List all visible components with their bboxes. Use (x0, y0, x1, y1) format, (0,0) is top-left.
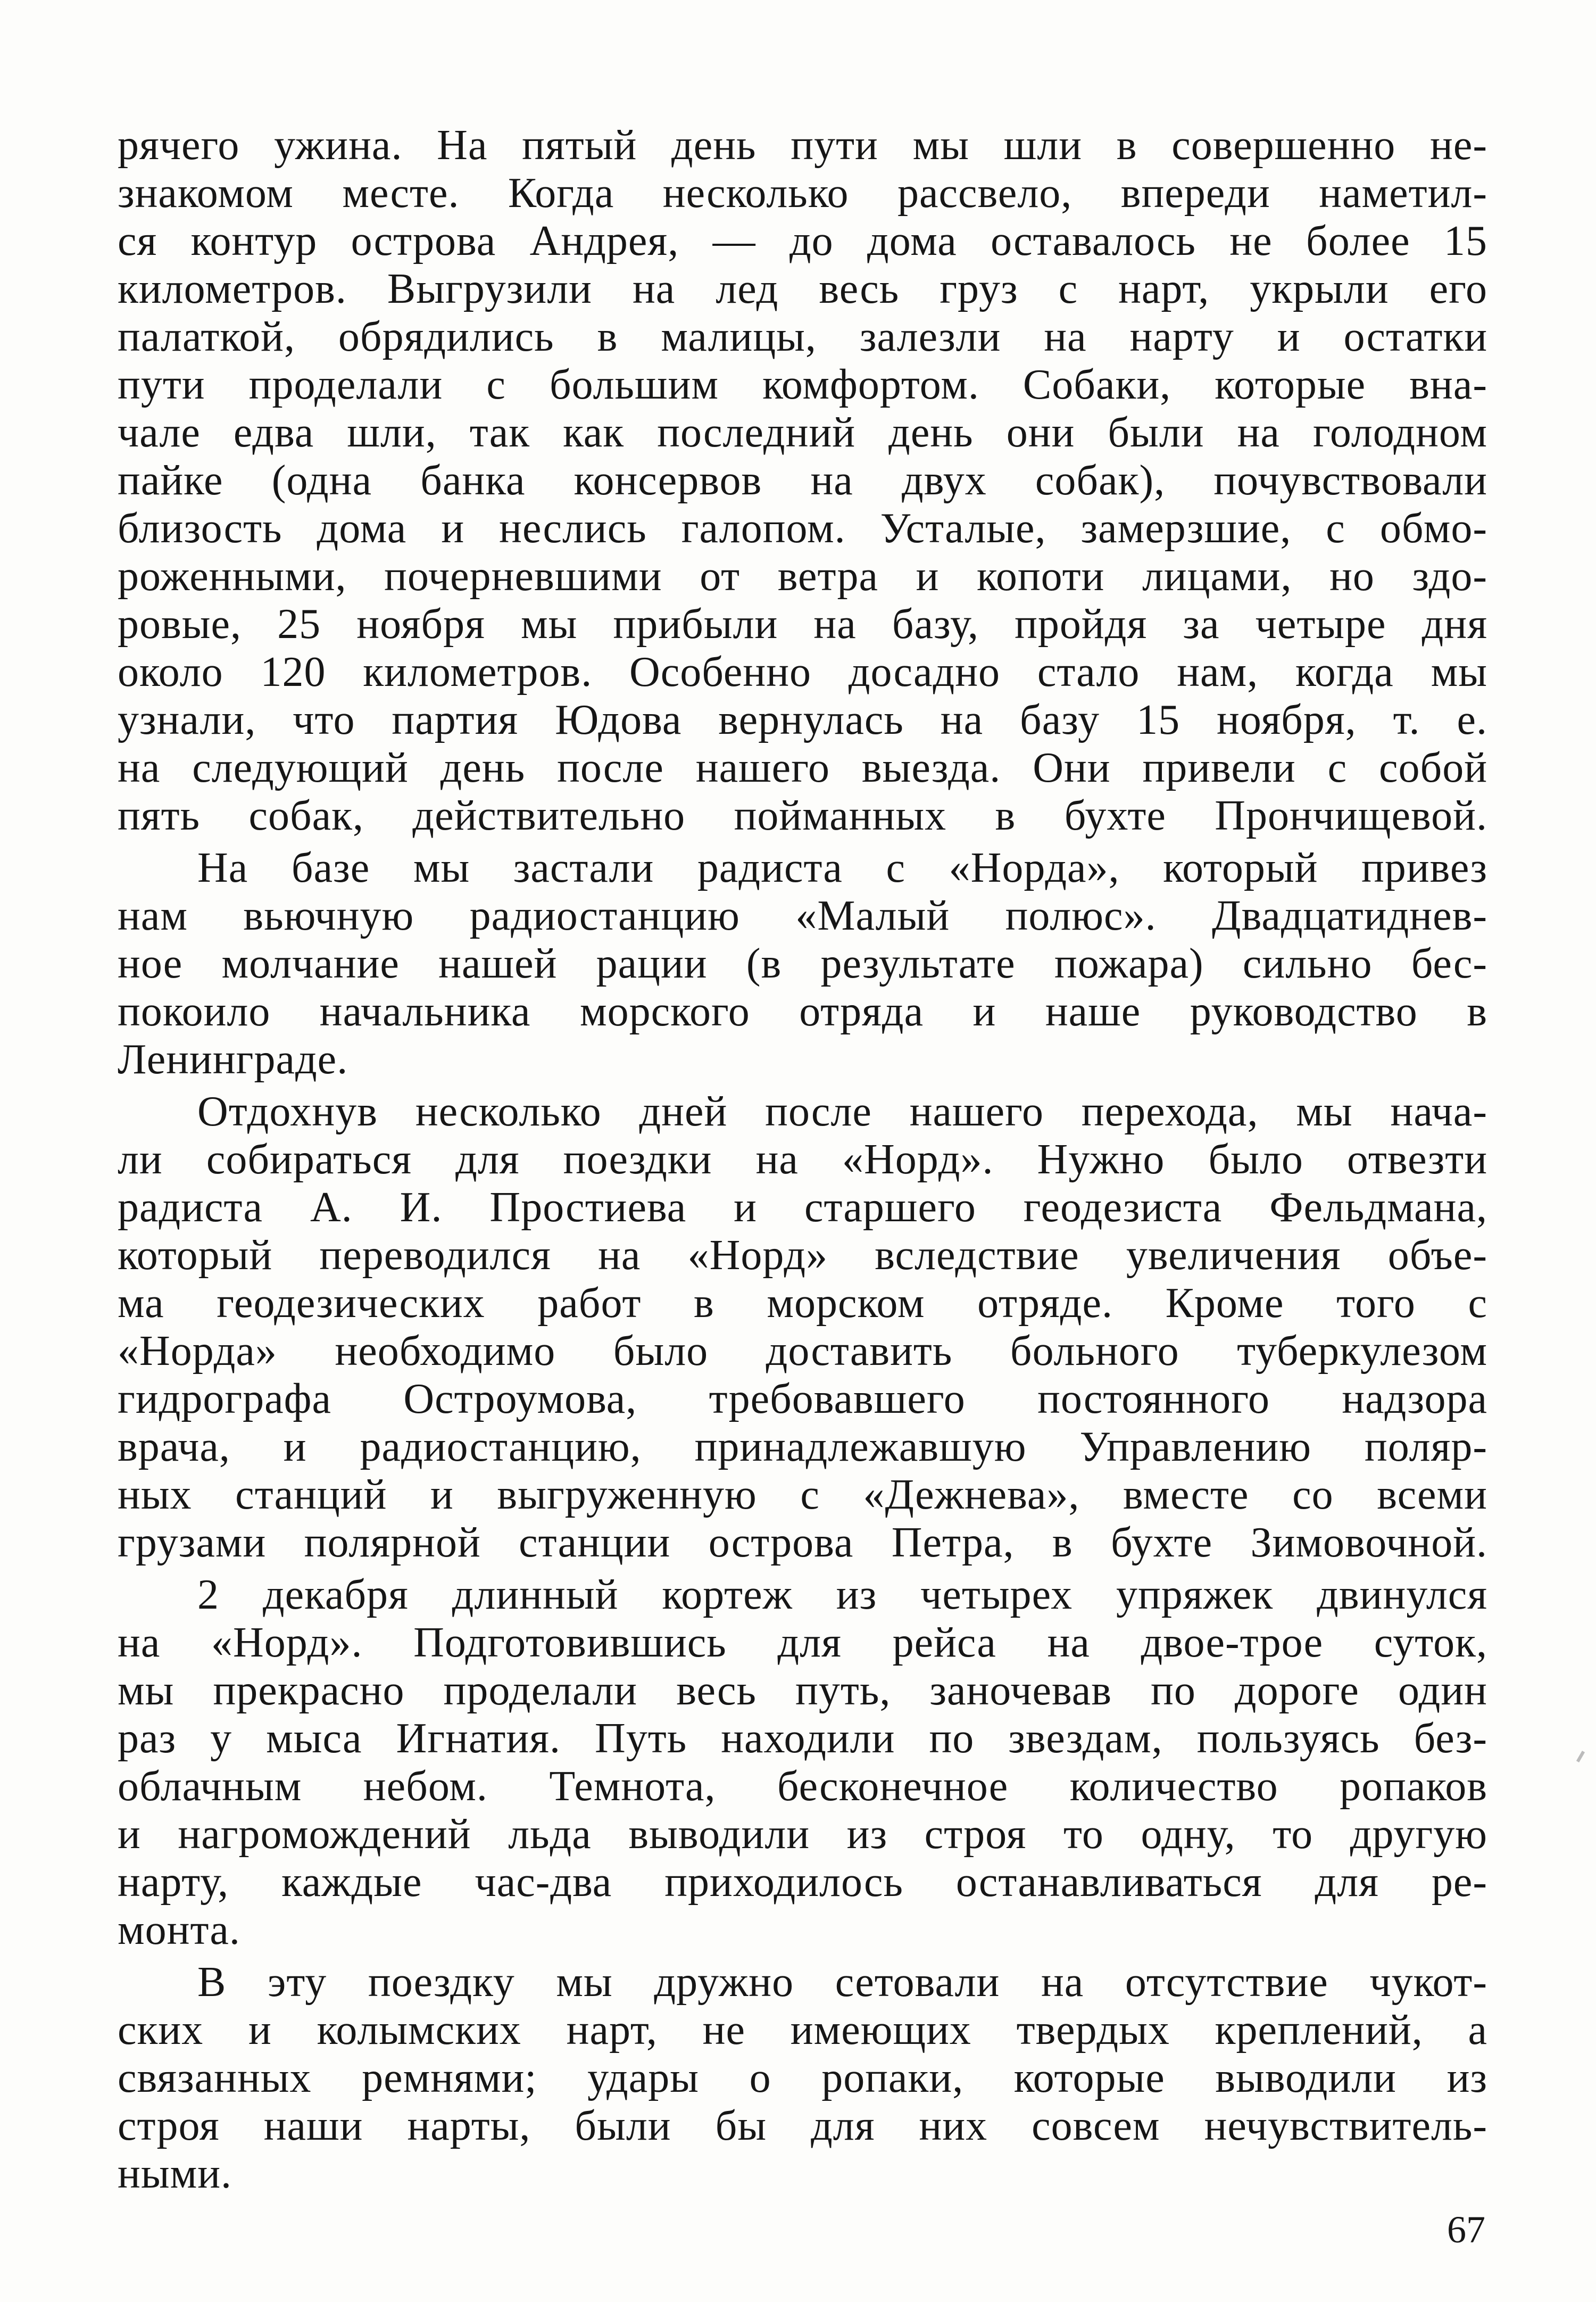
text-line: узнали, что партия Юдова вернулась на базу 15 ноября, т. е. (118, 697, 1487, 743)
text-line: около 120 километров. Особенно досадно стало нам, когда мы (118, 649, 1487, 695)
text-line: который переводился на «Норд» вследствие увеличения объе- (118, 1232, 1487, 1279)
text-line: ли собираться для поездки на «Норд». Нужно было отвезти (118, 1136, 1487, 1183)
body-text (118, 121, 1487, 2198)
text-line: на «Норд». Подготовившись для рейса на двое-трое суток, (118, 1619, 1487, 1666)
text-line: ных станций и выгруженную с «Дежнева», вместе со всеми (118, 1471, 1487, 1518)
text-line: В эту поездку мы дружно сетовали на отсутствие чукот- (197, 1959, 1487, 2006)
text-line: километров. Выгрузили на лед весь груз с нарт, укрыли его (118, 266, 1487, 312)
text-line: На базе мы застали радиста с «Норда», который привез (197, 844, 1487, 891)
text-line: грузами полярной станции острова Петра, в бухте Зимовочной. (118, 1519, 1487, 1566)
text-line: чале едва шли, так как последний день они были на голодном (118, 409, 1487, 456)
text-line: 2 декабря длинный кортеж из четырех упряжек двинулся (197, 1571, 1487, 1618)
text-line: пять собак, действительно пойманных в бухте Прончищевой. (118, 792, 1487, 839)
text-line: роженными, почерневшими от ветра и копоти лицами, но здо- (118, 553, 1487, 600)
paragraph (118, 1571, 1487, 1954)
paragraph (118, 1088, 1487, 1567)
text-line: раз у мыса Игнатия. Путь находили по звездам, пользуясь без- (118, 1715, 1487, 1762)
text-line: связанных ремнями; удары о ропаки, которые выводили из (118, 2055, 1487, 2101)
text-line: Отдохнув несколько дней после нашего перехода, мы нача- (197, 1088, 1487, 1135)
text-line: ными. (118, 2150, 232, 2197)
text-line: покоило начальника морского отряда и наше руководство в (118, 988, 1487, 1035)
text-line: Ленинграде. (118, 1036, 348, 1083)
text-line: знакомом месте. Когда несколько рассвело, впереди наметил- (118, 170, 1487, 217)
paragraph (118, 1958, 1487, 2198)
text-line: и нагромождений льда выводили из строя то одну, то другую (118, 1811, 1487, 1858)
text-line: на следующий день после нашего выезда. Они привели с собой (118, 744, 1487, 791)
scan-speck (1576, 1751, 1585, 1762)
text-line: ма геодезических работ в морском отряде. Кроме того с (118, 1280, 1487, 1327)
text-line: радиста А. И. Простиева и старшего геодезиста Фельдмана, (118, 1184, 1487, 1231)
text-line: пайке (одна банка консервов на двух собак), почувствовали (118, 457, 1487, 504)
text-line: врача, и радиостанцию, принадлежавшую Управлению поляр- (118, 1423, 1487, 1470)
text-line: нарту, каждые час-два приходилось останавливаться для ре- (118, 1859, 1487, 1906)
text-line: строя наши нарты, были бы для них совсем нечувствитель- (118, 2102, 1487, 2149)
paragraph (118, 844, 1487, 1083)
text-line: близость дома и неслись галопом. Усталые, замерзшие, с обмо- (118, 505, 1487, 552)
text-line: пути проделали с большим комфортом. Собаки, которые вна- (118, 361, 1487, 408)
text-line: мы прекрасно проделали весь путь, заночевав по дороге один (118, 1667, 1487, 1714)
text-line: ровые, 25 ноября мы прибыли на базу, пройдя за четыре дня (118, 601, 1487, 648)
text-line: гидрографа Остроумова, требовавшего постоянного надзора (118, 1376, 1487, 1422)
text-line: монта. (118, 1907, 240, 1953)
page-number: 67 (1447, 2208, 1485, 2251)
text-line: облачным небом. Темнота, бесконечное количество ропаков (118, 1763, 1487, 1810)
text-line: «Норда» необходимо было доставить больного туберкулезом (118, 1328, 1487, 1374)
paragraph (118, 121, 1487, 840)
text-line: нам вьючную радиостанцию «Малый полюс». Двадцатиднев- (118, 892, 1487, 939)
text-line: ских и колымских нарт, не имеющих твердых креплений, а (118, 2007, 1487, 2053)
text-line: рячего ужина. На пятый день пути мы шли в совершенно не- (118, 122, 1487, 169)
text-line: ное молчание нашей рации (в результате пожара) сильно бес- (118, 940, 1487, 987)
text-line: палаткой, обрядились в малицы, залезли на нарту и остатки (118, 313, 1487, 360)
text-line: ся контур острова Андрея, — до дома оставалось не более 15 (118, 218, 1487, 264)
